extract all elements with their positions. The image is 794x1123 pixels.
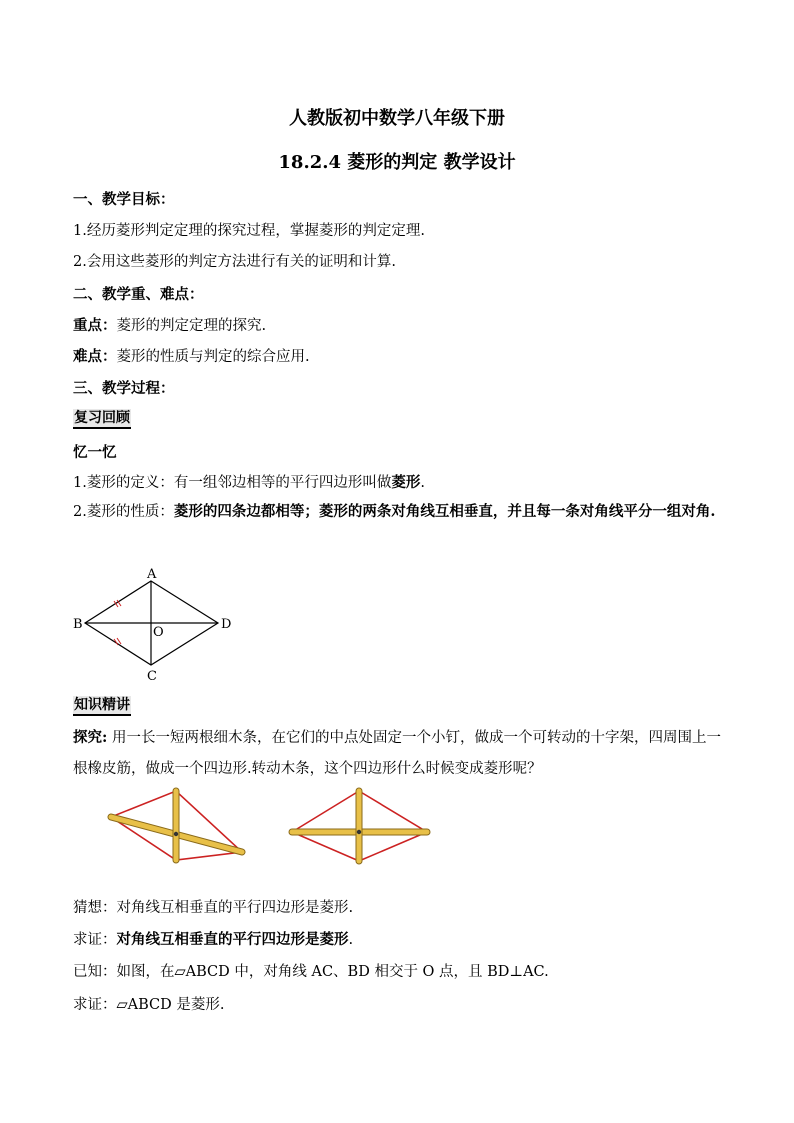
wooden-cross-figure-perpendicular [284, 786, 436, 866]
section-heading-objectives: 一、教学目标： [73, 191, 175, 208]
definition-term: 菱形 [391, 474, 421, 491]
nail [174, 832, 178, 836]
key-point-label: 重点： [73, 317, 117, 334]
key-point-text: 菱形的判定定理的探究. [116, 318, 267, 334]
label-d: D [221, 617, 232, 632]
rhombus-properties [73, 496, 725, 528]
prove-end: . [348, 932, 354, 948]
objective-item-2: 2.会用这些菱形的判定方法进行有关的证明和计算. [73, 254, 396, 270]
difficult-point-label: 难点： [73, 348, 117, 365]
given-statement: 已知：如图，在▱ABCD 中，对角线 AC、BD 相交于 O 点，且 BD⊥AC. [73, 964, 549, 980]
label-c: C [147, 669, 157, 684]
rhombus-figure [68, 563, 238, 687]
explore-paragraph [73, 722, 725, 785]
key-point [73, 314, 266, 335]
doc-title: 人教版初中数学八年级下册 [289, 108, 505, 129]
rhombus-definition [73, 471, 425, 492]
wooden-cross-figure-slanted [100, 786, 252, 866]
section-heading-process: 三、教学过程： [73, 380, 175, 397]
section-heading-keypoints: 二、教学重、难点： [73, 286, 204, 303]
difficult-point-text: 菱形的性质与判定的综合应用. [116, 349, 310, 365]
prove-label: 求证： [73, 932, 117, 948]
difficult-point [73, 345, 310, 366]
review-tag: 复习回顾 [73, 409, 131, 429]
prove-statement [73, 928, 353, 949]
properties-label: 2.菱形的性质： [73, 504, 174, 520]
conjecture: 猜想：对角线互相垂直的平行四边形是菱形. [73, 900, 354, 916]
prove-goal: 求证：▱ABCD 是菱形. [73, 997, 225, 1013]
definition-text: 1.菱形的定义：有一组邻边相等的平行四边形叫做 [73, 475, 392, 491]
label-o: O [153, 625, 164, 640]
doc-subtitle: 18.2.4 菱形的判定 教学设计 [278, 152, 516, 173]
review-subheading: 忆一忆 [73, 444, 117, 461]
label-a: A [147, 567, 157, 582]
label-b: B [73, 617, 83, 632]
nail [357, 830, 361, 834]
prove-bold-text: 对角线互相垂直的平行四边形是菱形 [116, 931, 349, 948]
explore-label: 探究: [73, 729, 108, 746]
properties-text: 菱形的四条边都相等；菱形的两条对角线互相垂直，并且每一条对角线平分一组对角. [173, 503, 716, 520]
definition-end: . [420, 475, 425, 491]
knowledge-tag: 知识精讲 [73, 696, 131, 716]
objective-item-1: 1.经历菱形判定定理的探究过程，掌握菱形的判定定理. [73, 223, 425, 239]
explore-text: 用一长一短两根细木条，在它们的中点处固定一个小钉，做成一个可转动的十字架，四周围上一根橡皮筋，做成一个四边形.转动木条，这个四边形什么时候变成菱形呢？ [73, 730, 721, 777]
